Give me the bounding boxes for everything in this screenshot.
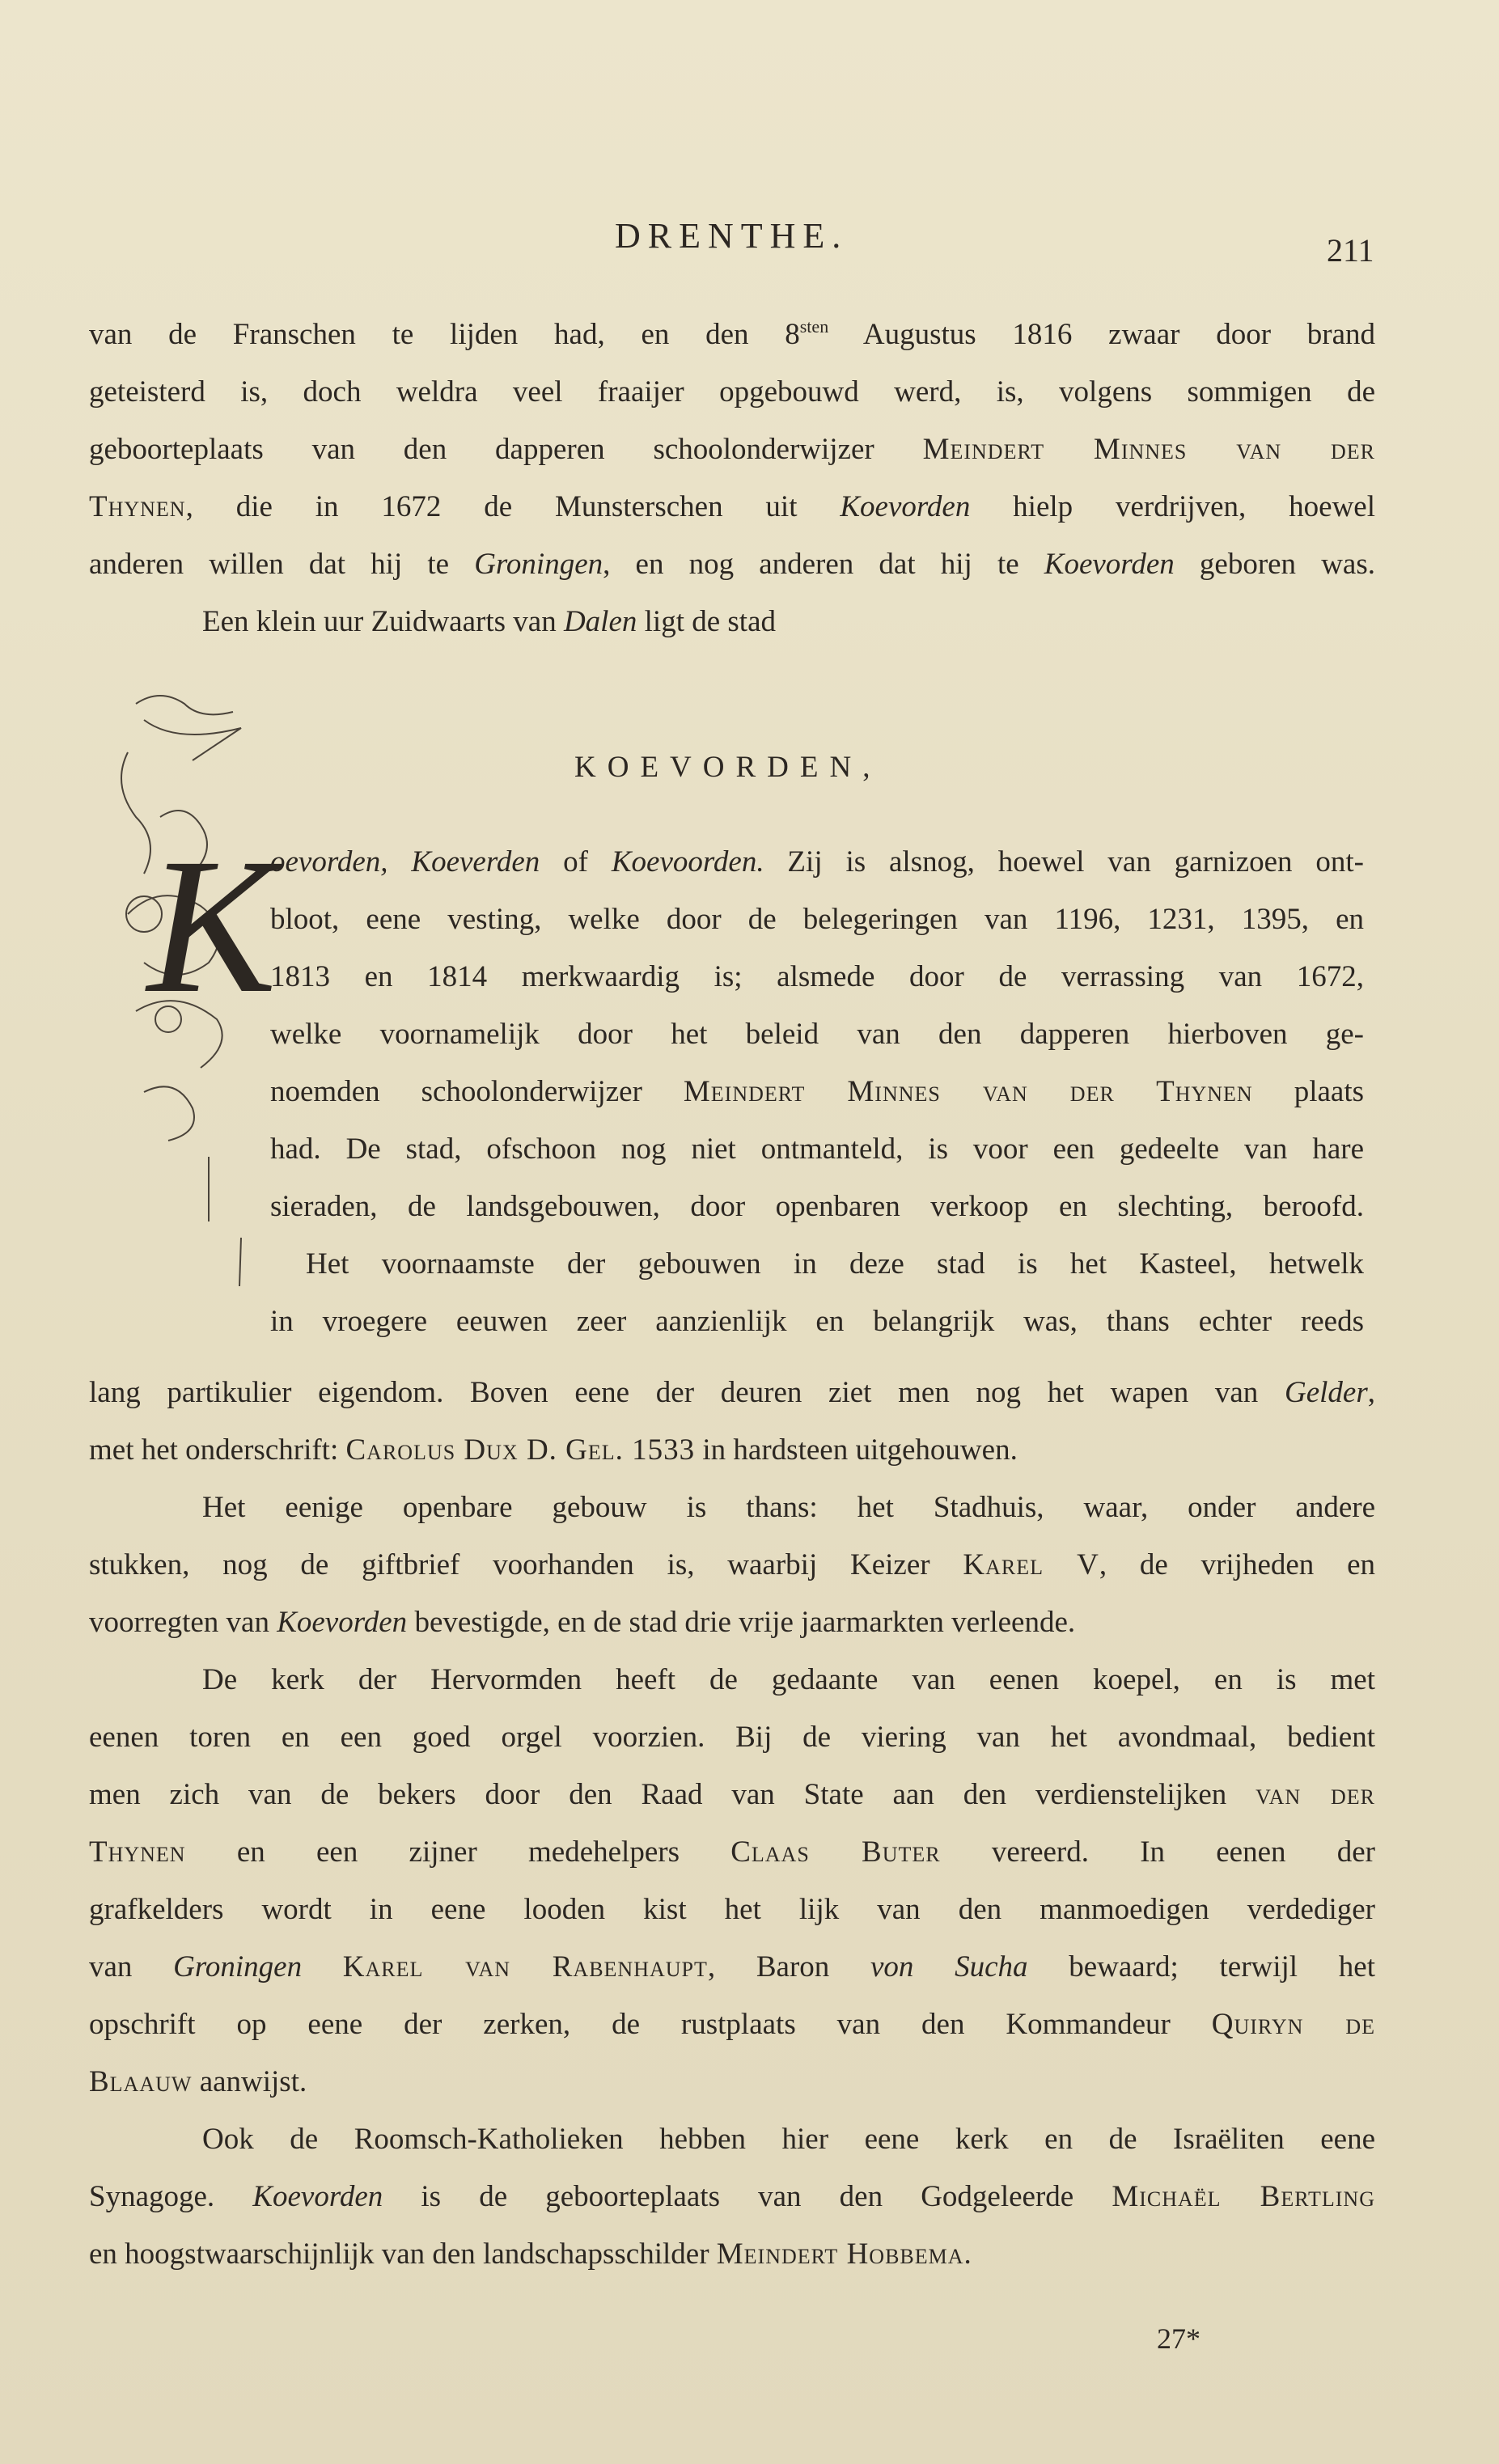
text-line: Het eenige openbare gebouw is thans: het Stadhuis, waar, onder andere — [202, 1491, 1375, 1524]
intro-paragraph — [89, 306, 1375, 650]
text-line: anderen willen dat hij te Groningen, en nog anderen dat hij te Koevorden geboren was. — [89, 548, 1375, 581]
text-line: Thynen, die in 1672 de Munsterschen uit Koevorden hielp verdrijven, hoewel — [89, 490, 1376, 523]
text-line: eenen toren en een goed orgel voorzien. Bij de viering van het avondmaal, bedient — [89, 1721, 1375, 1754]
running-title: DRENTHE. — [615, 216, 849, 256]
text-line: voorregten van Koevorden bevestigde, en de stad drie vrije jaarmarkten verleende. — [89, 1606, 1076, 1639]
text-line: Blaauw aanwijst. — [89, 2065, 307, 2098]
text-line: van Groningen Karel van Rabenhaupt, Baron von Sucha bewaard; terwijl het — [89, 1950, 1375, 1983]
body-text — [89, 1364, 1375, 2283]
text-line: Synagoge. Koevorden is de geboorteplaats van den Godgeleerde Michaël Bertling — [89, 2180, 1375, 2213]
text-line: van de Franschen te lijden had, en den $8^{sten}$ Augustus 1816 zwaar door brand — [89, 316, 1375, 351]
text-line: Een klein uur Zuidwaarts van Dalen ligt de stad — [202, 605, 777, 638]
paragraph-koevorden — [270, 833, 1364, 1350]
text-line: stukken, nog de giftbrief voorhanden is, waarbij Keizer Karel V, de vrijheden en — [89, 1548, 1375, 1581]
text-line: men zich van de bekers door den Raad van State aan den verdienstelijken van der — [89, 1778, 1375, 1811]
signature-mark: 27* — [1157, 2322, 1200, 2355]
text-line: oevorden, Koeverden of Koevoorden. Zij is alsnog, hoewel van garnizoen ont- — [270, 845, 1364, 878]
text-line: Het voornaamste der gebouwen in deze stad is het Kasteel, hetwelk — [306, 1247, 1364, 1281]
text-line: geboorteplaats van den dapperen schoolonderwijzer Meindert Minnes van der — [89, 433, 1375, 466]
text-line: 1813 en 1814 merkwaardig is; alsmede door de verrassing van 1672, — [270, 960, 1364, 993]
initial-letter: K — [147, 818, 277, 1033]
text-line: Thynen en een zijner medehelpers Claas Buter vereerd. In eenen der — [89, 1835, 1376, 1869]
text-line: Ook de Roomsch-Katholieken hebben hier eene kerk en de Israëliten eene — [202, 2123, 1375, 2156]
text-line: geteisterd is, doch weldra veel fraaijer opgebouwd werd, is, volgens sommigen de — [89, 375, 1375, 409]
text-line: en hoogstwaarschijnlijk van den landschapsschilder Meindert Hobbema. — [89, 2237, 972, 2271]
page-number: 211 — [1327, 232, 1374, 269]
decorated-initial-k — [112, 671, 282, 1302]
text-line: in vroegere eeuwen zeer aanzienlijk en belangrijk was, thans echter reeds — [270, 1305, 1364, 1338]
text-line: noemden schoolonderwijzer Meindert Minnes van der Thynen plaats — [270, 1075, 1365, 1108]
section-title: KOEVORDEN, — [574, 751, 882, 784]
text-line: welke voornamelijk door het beleid van den dapperen hierboven ge- — [270, 1018, 1364, 1051]
text-line: De kerk der Hervormden heeft de gedaante van eenen koepel, en is met — [202, 1663, 1375, 1696]
text-line: bloot, eene vesting, welke door de belegeringen van 1196, 1231, 1395, en — [270, 903, 1364, 936]
text-line: had. De stad, ofschoon nog niet ontmanteld, is voor een gedeelte van hare — [270, 1133, 1364, 1166]
text-line: lang partikulier eigendom. Boven eene der deuren ziet men nog het wapen van Gelder, — [89, 1376, 1375, 1409]
text-line: met het onderschrift: Carolus Dux D. Gel. 1533 in hardsteen uitgehouwen. — [89, 1433, 1018, 1467]
text-line: opschrift op eene der zerken, de rustplaats van den Kommandeur Quiryn de — [89, 2008, 1375, 2041]
text-line: sieraden, de landsgebouwen, door openbaren verkoop en slechting, beroofd. — [270, 1190, 1364, 1223]
text-line: grafkelders wordt in eene looden kist het lijk van den manmoedigen verdediger — [89, 1893, 1375, 1926]
